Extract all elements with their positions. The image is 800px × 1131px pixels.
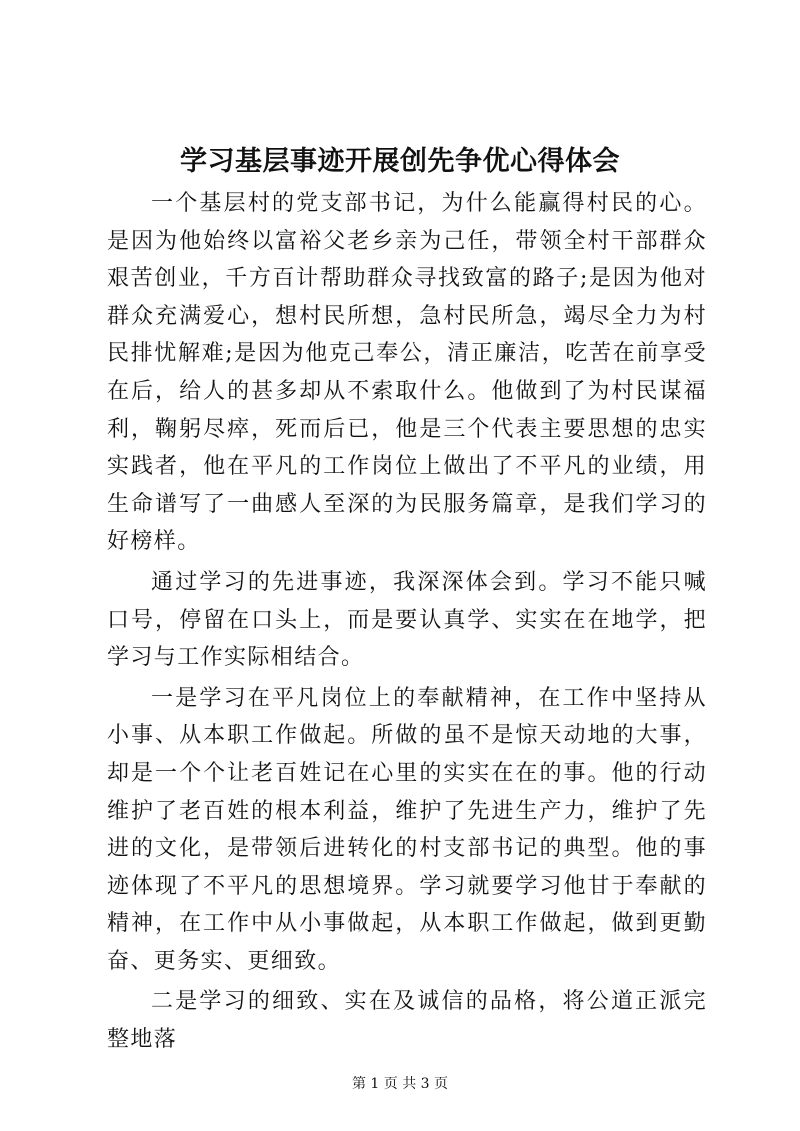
page-footer: 第 1 页 共 3 页 [351,1076,449,1092]
paragraph: 二是学习的细致、实在及诚信的品格，将公道正派完整地落 [107,989,707,1053]
document-body [107,185,707,1062]
document-title: 学习基层事迹开展创先争优心得体会 [180,146,620,177]
paragraph: 一是学习在平凡岗位上的奉献精神，在工作中坚持从小事、从本职工作做起。所做的虽不是惊天动地的大事，却是一个个让老百姓记在心里的实实在在的事。他的行动维护了老百姓的根本利益，维护了先进生产力，维护了先进的文化，是带领后进转化的村支部书记的典型。他的事迹体现了不平凡的思想境界。学习就要学习他甘于奉献的精神，在工作中从小事做起，从本职工作做起，做到更勤奋、更务实、更细致。 [107,685,707,974]
paragraph: 一个基层村的党支部书记，为什么能赢得村民的心。是因为他始终以富裕父老乡亲为己任，带领全村干部群众艰苦创业，千方百计帮助群众寻找致富的路子;是因为他对群众充满爱心，想村民所想，急村民所急，竭尽全力为村民排忧解难;是因为他克己奉公，清正廉洁，吃苦在前享受在后，给人的甚多却从不索取什么。他做到了为村民谋福利，鞠躬尽瘁，死而后已，他是三个代表主要思想的忠实实践者，他在平凡的工作岗位上做出了不平凡的业绩，用生命谱写了一曲感人至深的为民服务篇章，是我们学习的好榜样。 [107,191,707,555]
paragraph: 通过学习的先进事迹，我深深体会到。学习不能只喊口号，停留在口头上，而是要认真学、实实在在地学，把学习与工作实际相结合。 [107,569,707,671]
